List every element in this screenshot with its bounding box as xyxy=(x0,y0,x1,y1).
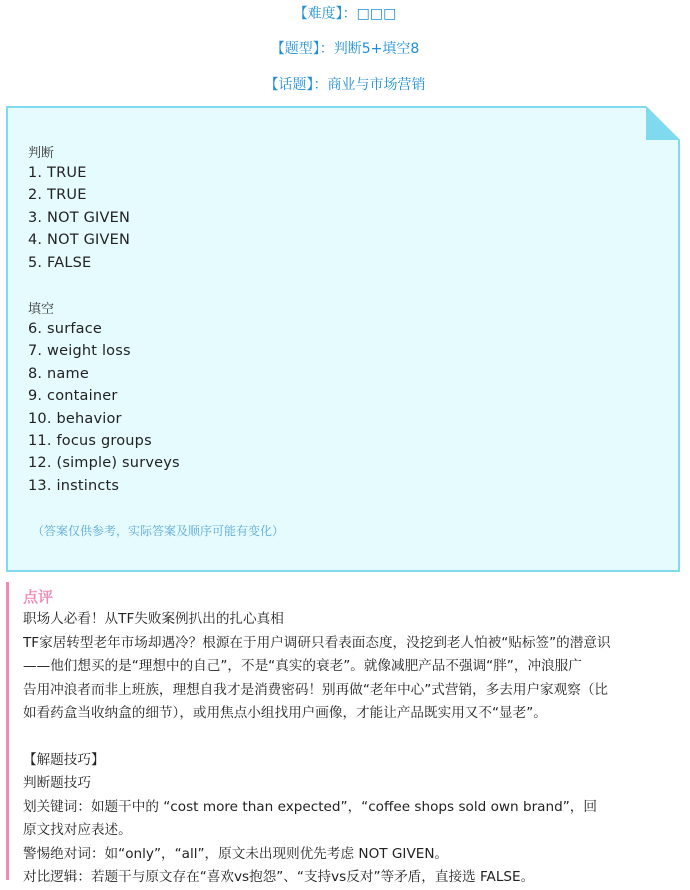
question-type-line xyxy=(0,40,690,58)
answer-item: 5. FALSE xyxy=(28,254,92,271)
blank-line xyxy=(23,726,678,749)
topic-line xyxy=(0,76,690,94)
tip-line: 警惕绝对词：如“only”，“all”，原文未出现则优先考虑 NOT GIVEN。 xyxy=(23,845,449,862)
tips-subtitle: 判断题技巧 xyxy=(23,775,91,791)
commentary-headline: 职场人必看！从TF失败案例扒出的扎心真相 xyxy=(23,611,284,627)
answer-item: 3. NOT GIVEN xyxy=(28,209,131,226)
answer-item: 7. weight loss xyxy=(28,343,131,360)
answer-item: 8. name xyxy=(28,365,89,382)
tip-line: 原文找对应表述。 xyxy=(23,822,132,838)
answer-item: 9. container xyxy=(28,388,118,405)
folded-corner-icon xyxy=(646,106,680,140)
answer-item: 6. surface xyxy=(28,321,103,337)
true-false-answer-list xyxy=(28,162,130,274)
answer-item: 13. instincts xyxy=(28,477,120,494)
answer-item: 1. TRUE xyxy=(28,165,87,181)
fill-blank-answer-list xyxy=(28,318,180,497)
fill-blank-section-title: 填空 xyxy=(28,302,55,317)
commentary-title: 点评 xyxy=(23,588,54,606)
commentary-paragraph-line: 告用冲浪者而非上班族，理想自我才是消费密码！别再做“老年中心”式营销，多去用户家观察（比 xyxy=(23,681,609,698)
topic-label: 【话题】 xyxy=(264,77,314,93)
difficulty-label: 【难度】 xyxy=(293,6,343,22)
question-type-value: ：判断5+填空8 xyxy=(319,41,420,57)
answer-item: 4. NOT GIVEN xyxy=(28,232,131,249)
tip-line: 划关键词：如题干中的 “cost more than expected”，“coffee shops sold own brand”，回 xyxy=(23,798,597,815)
answer-disclaimer: （答案仅供参考，实际答案及顺序可能有变化） xyxy=(32,524,285,538)
difficulty-value: ：□□□ xyxy=(342,6,397,22)
tip-line: 对比逻辑：若题干与原文存在“喜欢vs抱怨”、“支持vs反对”等矛盾，直接选 FALSE。 xyxy=(23,869,535,885)
answer-item: 10. behavior xyxy=(28,410,122,427)
tips-title: 【解题技巧】 xyxy=(23,751,105,768)
commentary-paragraph-line: 如看药盒当收纳盒的细节），或用焦点小组找用户画像，才能让产品既实用又不“显老”。 xyxy=(23,705,547,721)
commentary-paragraph-line: ——他们想买的是“理想中的自己”，不是“真实的衰老”。就像减肥产品不强调“胖”，冲浪服广 xyxy=(23,658,582,674)
commentary-section xyxy=(6,582,678,885)
answer-item: 2. TRUE xyxy=(28,187,87,204)
answer-item: 11. focus groups xyxy=(28,433,152,450)
answer-card xyxy=(6,106,680,572)
difficulty-line xyxy=(0,5,690,23)
commentary-paragraph-line: TF家居转型老年市场却遇冷？根源在于用户调研只看表面态度，没挖到老人怕被“贴标签”的潜意识 xyxy=(23,634,611,651)
true-false-section-title: 判断 xyxy=(28,146,55,161)
answer-item: 12. (simple) surveys xyxy=(28,455,180,472)
question-type-label: 【题型】 xyxy=(270,41,320,57)
topic-value: ：商业与市场营销 xyxy=(313,77,426,93)
